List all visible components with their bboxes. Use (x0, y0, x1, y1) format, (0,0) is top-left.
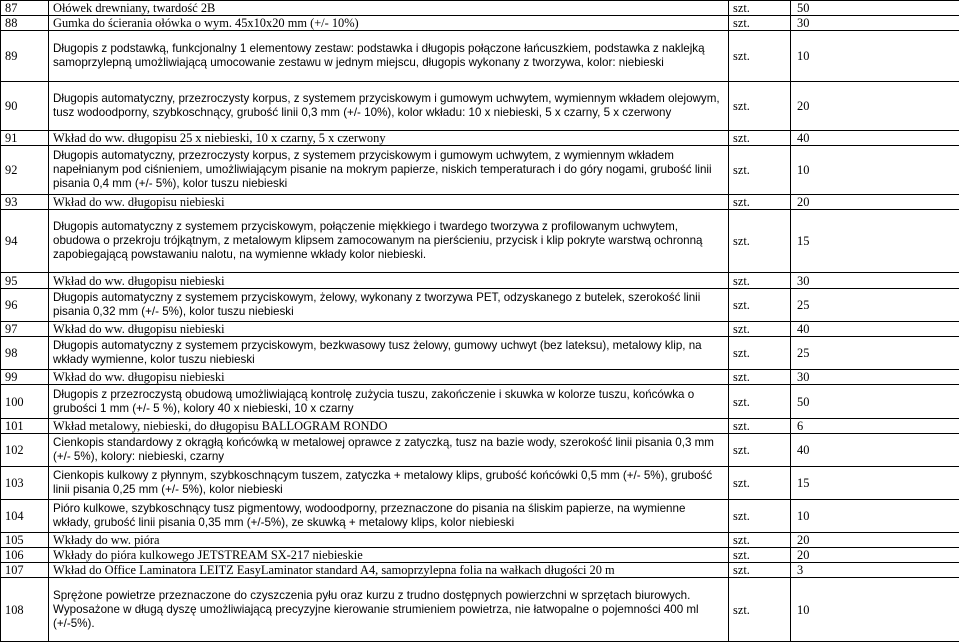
item-number-cell: 107 (1, 563, 49, 578)
table-row (1, 370, 959, 385)
item-quantity-cell: 15 (791, 210, 959, 273)
item-unit-cell: szt. (729, 419, 791, 434)
item-quantity-cell: 10 (791, 578, 959, 642)
table-row (1, 1, 959, 16)
table-row (1, 533, 959, 548)
item-quantity-cell: 10 (791, 146, 959, 195)
item-description-cell: Ołówek drewniany, twardość 2B (49, 1, 729, 16)
item-description-cell: Gumka do ścierania ołówka o wym. 45x10x20 mm (+/- 10%) (49, 16, 729, 31)
item-number-cell: 93 (1, 195, 49, 210)
item-unit-cell: szt. (729, 370, 791, 385)
item-unit-cell: szt. (729, 548, 791, 563)
item-description-cell: Wkład metalowy, niebieski, do długopisu BALLOGRAM RONDO (49, 419, 729, 434)
table-row (1, 385, 959, 419)
item-number-cell: 90 (1, 82, 49, 131)
item-description-cell: Pióro kulkowe, szybkoschnący tusz pigmentowy, wodoodporny, przeznaczone do pisania na śliskim papierze, na wymienne wkłady, grubość linii pisania 0,35 mm (+/-5%), ze skuwką + metalowy klips, kolor niebieski (49, 500, 729, 533)
item-description-cell: Cienkopis kulkowy z płynnym, szybkoschnącym tuszem, zatyczka + metalowy klips, grubość końcówki 0,5 mm (+/- 5%), grubość linii pisania 0,25 mm (+/- 5%), kolor niebieski (49, 467, 729, 500)
item-number-cell: 98 (1, 337, 49, 370)
table-row (1, 434, 959, 467)
item-description-cell: Długopis z podstawką, funkcjonalny 1 elementowy zestaw: podstawka i długopis połączone łańcuszkiem, podstawka z naklejką samoprzylepną umożliwiającą umocowanie zestawu w jednym miejscu, długopis wykonany z tworzywa, kolor: niebieski (49, 31, 729, 82)
item-number-cell: 101 (1, 419, 49, 434)
item-unit-cell: szt. (729, 578, 791, 642)
item-quantity-cell: 20 (791, 548, 959, 563)
item-description-cell: Długopis automatyczny, przezroczysty korpus, z systemem przyciskowym i gumowym uchwytem, wymiennym wkładem olejowym, tusz wodoodporny, szybkoschnący, grubość linii 0,3 mm (+/- 10%), kolor wkładu: 10 x niebieski, 5 x czarny, 5 x czerwony (49, 82, 729, 131)
table-row (1, 337, 959, 370)
item-description-cell: Wkład do ww. długopisu niebieski (49, 322, 729, 337)
item-description-cell: Sprężone powietrze przeznaczone do czyszczenia pyłu oraz kurzu z trudno dostępnych powierzchni w sprzętach biurowych. Wyposażone w długą dyszę umożliwiającą precyzyjne kierowanie strumieniem powietrza, nie łatwopalne o pojemności 400 ml (+/-5%). (49, 578, 729, 642)
table-row (1, 548, 959, 563)
item-number-cell: 100 (1, 385, 49, 419)
item-unit-cell: szt. (729, 533, 791, 548)
table-row (1, 563, 959, 578)
item-quantity-cell: 50 (791, 385, 959, 419)
item-description-cell: Wkład do ww. długopisu 25 x niebieski, 10 x czarny, 5 x czerwony (49, 131, 729, 146)
item-number-cell: 91 (1, 131, 49, 146)
table-row (1, 131, 959, 146)
item-unit-cell: szt. (729, 385, 791, 419)
table-row (1, 82, 959, 131)
item-quantity-cell: 20 (791, 533, 959, 548)
items-table-body (1, 1, 959, 642)
table-row (1, 31, 959, 82)
item-quantity-cell: 30 (791, 370, 959, 385)
item-unit-cell: szt. (729, 337, 791, 370)
item-number-cell: 102 (1, 434, 49, 467)
item-quantity-cell: 20 (791, 195, 959, 210)
table-row (1, 146, 959, 195)
item-number-cell: 105 (1, 533, 49, 548)
item-quantity-cell: 25 (791, 337, 959, 370)
item-unit-cell: szt. (729, 563, 791, 578)
item-number-cell: 99 (1, 370, 49, 385)
table-row (1, 500, 959, 533)
item-description-cell: Długopis automatyczny z systemem przyciskowym, połączenie miękkiego i twardego tworzywa z profilowanym uchwytem, obudowa o przekroju trójkątnym, z metalowym klipsem zamocowanym na pierścieniu, przycisk i klip pokryte warstwą ochronną zapobiegającą powstawaniu nalotu, na wymienne wkłady kolor niebieski. (49, 210, 729, 273)
item-description-cell: Wkład do Office Laminatora LEITZ EasyLaminator standard A4, samoprzylepna folia na wałkach długości 20 m (49, 563, 729, 578)
item-quantity-cell: 40 (791, 434, 959, 467)
item-description-cell: Wkład do ww. długopisu niebieski (49, 273, 729, 289)
item-quantity-cell: 50 (791, 1, 959, 16)
table-row (1, 273, 959, 289)
item-number-cell: 92 (1, 146, 49, 195)
item-number-cell: 104 (1, 500, 49, 533)
item-description-cell: Długopis automatyczny z systemem przyciskowym, żelowy, wykonany z tworzywa PET, odzyskanego z butelek, szerokość linii pisania 0,32 mm (+/- 5%), kolor tuszu niebieski (49, 289, 729, 322)
item-description-cell: Wkłady do ww. pióra (49, 533, 729, 548)
item-number-cell: 97 (1, 322, 49, 337)
item-unit-cell: szt. (729, 1, 791, 16)
item-quantity-cell: 10 (791, 500, 959, 533)
table-row (1, 467, 959, 500)
item-unit-cell: szt. (729, 289, 791, 322)
item-unit-cell: szt. (729, 500, 791, 533)
item-unit-cell: szt. (729, 82, 791, 131)
item-description-cell: Cienkopis standardowy z okrągłą końcówką w metalowej oprawce z zatyczką, tusz na bazie wody, szerokość linii pisania 0,3 mm (+/- 5%), kolory: niebieski, czarny (49, 434, 729, 467)
item-quantity-cell: 6 (791, 419, 959, 434)
item-quantity-cell: 20 (791, 82, 959, 131)
item-quantity-cell: 30 (791, 273, 959, 289)
item-description-cell: Wkłady do pióra kulkowego JETSTREAM SX-217 niebieskie (49, 548, 729, 563)
table-row (1, 578, 959, 642)
item-unit-cell: szt. (729, 322, 791, 337)
item-number-cell: 108 (1, 578, 49, 642)
item-description-cell: Wkład do ww. długopisu niebieski (49, 195, 729, 210)
item-number-cell: 89 (1, 31, 49, 82)
item-unit-cell: szt. (729, 131, 791, 146)
table-row (1, 210, 959, 273)
item-quantity-cell: 25 (791, 289, 959, 322)
item-unit-cell: szt. (729, 273, 791, 289)
table-row (1, 419, 959, 434)
item-number-cell: 103 (1, 467, 49, 500)
item-number-cell: 87 (1, 1, 49, 16)
item-number-cell: 96 (1, 289, 49, 322)
table-row (1, 289, 959, 322)
item-quantity-cell: 40 (791, 322, 959, 337)
item-quantity-cell: 15 (791, 467, 959, 500)
item-unit-cell: szt. (729, 195, 791, 210)
item-number-cell: 106 (1, 548, 49, 563)
table-row (1, 195, 959, 210)
table-row (1, 16, 959, 31)
item-quantity-cell: 40 (791, 131, 959, 146)
item-description-cell: Długopis z przezroczystą obudową umożliwiającą kontrolę zużycia tuszu, zakończenie i skuwka w kolorze tuszu, końcówka o grubości 1 mm (+/- 5 %), kolory 40 x niebieski, 10 x czarny (49, 385, 729, 419)
item-number-cell: 88 (1, 16, 49, 31)
item-unit-cell: szt. (729, 210, 791, 273)
item-unit-cell: szt. (729, 31, 791, 82)
item-quantity-cell: 30 (791, 16, 959, 31)
item-number-cell: 95 (1, 273, 49, 289)
item-quantity-cell: 3 (791, 563, 959, 578)
item-description-cell: Wkład do ww. długopisu niebieski (49, 370, 729, 385)
item-unit-cell: szt. (729, 467, 791, 500)
item-number-cell: 94 (1, 210, 49, 273)
item-description-cell: Długopis automatyczny z systemem przyciskowym, bezkwasowy tusz żelowy, gumowy uchwyt (bez lateksu), metalowy klip, na wkłady wymienne, kolor tuszu niebieski (49, 337, 729, 370)
item-unit-cell: szt. (729, 434, 791, 467)
item-description-cell: Długopis automatyczny, przezroczysty korpus, z systemem przyciskowym i gumowym uchwytem, z wymiennym wkładem napełnianym pod ciśnieniem, umożliwiającym pisanie na mokrym papierze, niskich temperaturach i do góry nogami, grubość linii pisania 0,4 mm (+/- 5%), kolor tuszu niebieski (49, 146, 729, 195)
table-row (1, 322, 959, 337)
item-unit-cell: szt. (729, 16, 791, 31)
item-quantity-cell: 10 (791, 31, 959, 82)
item-unit-cell: szt. (729, 146, 791, 195)
